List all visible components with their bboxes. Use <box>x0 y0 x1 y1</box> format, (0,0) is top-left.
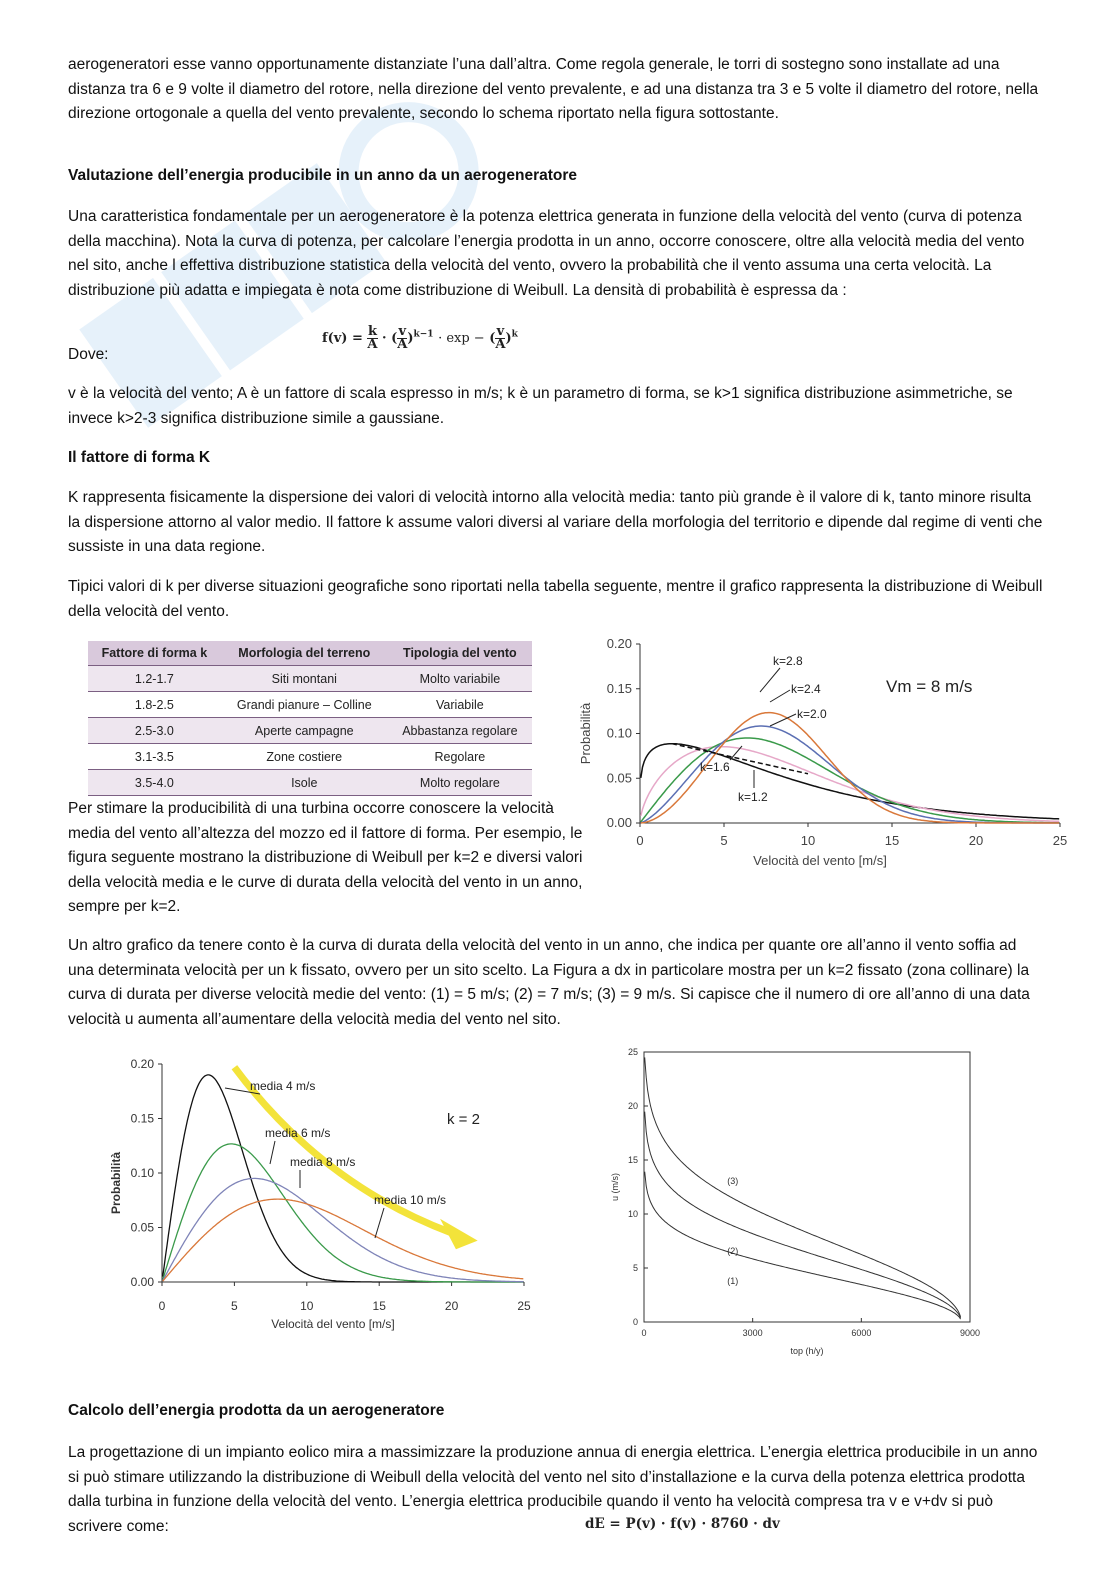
label-dove: Dove: <box>68 346 109 363</box>
duration-curve-1 <box>645 1172 961 1319</box>
y-tick-label: 25 <box>627 1047 638 1057</box>
y-tick-label: 0.00 <box>606 815 632 830</box>
x-tick-label: 5 <box>231 1299 238 1313</box>
label-k20: k=2.0 <box>797 707 827 721</box>
y-tick-label: 0.10 <box>130 1166 154 1180</box>
paragraph-producibilita: Per stimare la producibilità di una turbina occorre conoscere la velocità media del vento all’altezza del mozzo ed il fattore di forma. Per esempio, le figura seguente mostrano la distribuzione di Weibull per k=2 e diversi valori della velocità media e le curve di durata della velocità del vento in un anno, sempre per k=2. <box>68 800 583 916</box>
table-cell: 2.5-3.0 <box>88 718 221 744</box>
series-label: media 4 m/s <box>250 1079 316 1093</box>
k-table <box>88 641 532 796</box>
table-cell: Isole <box>221 770 388 796</box>
table-cell: Abbastanza regolare <box>388 718 532 744</box>
series-label: media 8 m/s <box>290 1155 356 1169</box>
table-row <box>88 744 532 770</box>
x-tick-label: 0 <box>641 1328 647 1338</box>
series-label-arrow <box>270 1141 275 1164</box>
weibull-k-chart <box>570 630 1080 880</box>
curve-label-1: (1) <box>727 1276 739 1287</box>
series-line-k24 <box>641 726 1059 823</box>
y-tick-label: 10 <box>627 1209 638 1219</box>
heading-energia-annua: Valutazione dell’energia producibile in un anno da un aerogeneratore <box>68 167 578 184</box>
y-tick-label: 0.05 <box>606 770 632 786</box>
x-tick-label: 10 <box>800 833 816 848</box>
table-row <box>88 692 532 718</box>
weibull-formula: f(v) = $\frac{k}{A}$ · ( $\frac{v}{A}$ )$^{k-1}$ · exp − ( $\frac{v}{A}$ )$^k$ <box>322 324 518 352</box>
series-label: media 6 m/s <box>265 1126 331 1140</box>
label-k16: k=1.6 <box>700 760 730 774</box>
vm-label: Vm = 8 m/s <box>886 677 973 696</box>
y-axis-label: Probabilità <box>109 1151 123 1215</box>
y-tick-label: 0.00 <box>130 1275 154 1289</box>
paragraph-valori-k: Tipici valori di k per diverse situazioni geografiche sono riportati nella tabella seguente, mentre il grafico rappresenta la distribuzione di Weibull della velocità del vento. <box>68 578 1043 620</box>
x-tick-label: 20 <box>968 833 984 848</box>
table-cell: Grandi pianure – Colline <box>221 692 388 718</box>
table-cell: 3.1-3.5 <box>88 744 221 770</box>
duration-curve-chart <box>600 1042 1000 1362</box>
paragraph-curva-potenza: Una caratteristica fondamentale per un aerogeneratore è la potenza elettrica generata in funzione della velocità del vento (curva di potenza della macchina). Nota la curva di potenza, per calcolare l’energia prodotta in un anno, occorre conoscere, oltre alla velocità media del vento nel sito, anche l effettiva distribuzione statistica della velocità del vento, ovvero la probabilità che il vento assuma una certa velocità. La distribuzione più adatta e impiegata è nota come distribuzione di Weibull. La densità di probabilità è espressa da : <box>68 208 1025 299</box>
paragraph-progettazione: La progettazione di un impianto eolico mira a massimizzare la produzione annua di energia elettrica. L’energia elettrica producibile in un anno si può stimare utilizzando la distribuzione di Weibull della velocità del vento nel sito d’installazione e la curva della potenza elettrica prodotta dalla turbina in funzione della velocità del vento. L’energia elettrica producibile quando il vento ha velocità compresa tra v e v+dv si può scrivere come: <box>68 1444 1038 1535</box>
table-header: Fattore di forma k <box>88 641 221 666</box>
y-tick-label: 0.15 <box>606 680 632 696</box>
paragraph-intro: aerogeneratori esse vanno opportunamente distanziate l’una dall’altra. Come regola generale, le torri di sostegno sono installate ad una distanza tra 6 e 9 volte il diametro del rotore, nella direzione del vento prevalente, e ad una distanza tra 3 e 5 volte il diametro del rotore, nella direzione ortogonale a quella del vento prevalente, secondo lo schema riportato nella figura sottostante. <box>68 56 1039 123</box>
y-tick-label: 20 <box>627 1101 638 1111</box>
label-k12: k=1.2 <box>738 790 768 804</box>
paragraph-variabili: v è la velocità del vento; A è un fattore di scala espresso in m/s; k è un parametro di forma, se k>1 significa distribuzione asimmetriche, se invece k>2-3 significa distribuzione simile a gaussiane. <box>68 385 1013 427</box>
label-k24: k=2.4 <box>791 682 821 696</box>
series-label-arrow <box>375 1208 384 1238</box>
table-row <box>88 770 532 796</box>
duration-curve-3 <box>645 1057 961 1316</box>
x-tick-label: 10 <box>300 1299 314 1313</box>
x-tick-label: 3000 <box>742 1328 763 1338</box>
y-tick-label: 0.05 <box>130 1220 154 1235</box>
heading-calcolo-energia: Calcolo dell’energia prodotta da un aerogeneratore <box>68 1402 445 1419</box>
table-header: Tipologia del vento <box>388 641 532 666</box>
table-cell: Aperte campagne <box>221 718 388 744</box>
table-cell: Siti montani <box>221 666 388 692</box>
series-label: media 10 m/s <box>374 1193 447 1207</box>
x-axis-label: top (h/y) <box>790 1346 824 1356</box>
table-row <box>88 718 532 744</box>
y-axis-label: u (m/s) <box>610 1173 620 1201</box>
series-line-mean-8 <box>163 1178 524 1281</box>
x-tick-label: 20 <box>444 1299 459 1313</box>
arrow-k24 <box>770 690 790 702</box>
table-cell: 1.2-1.7 <box>88 666 221 692</box>
x-tick-label: 25 <box>517 1299 531 1313</box>
x-tick-label: 5 <box>720 833 728 848</box>
duration-curve-2 <box>645 1112 961 1318</box>
heading-fattore-forma: Il fattore di forma K <box>68 449 211 466</box>
energy-formula: dE = P(v) · f(v) · 8760 · dv <box>585 1516 780 1532</box>
x-tick-label: 15 <box>372 1299 386 1313</box>
table-cell: 3.5-4.0 <box>88 770 221 796</box>
x-tick-label: 25 <box>1052 833 1068 848</box>
label-k28: k=2.8 <box>773 654 803 668</box>
table-header: Morfologia del terreno <box>221 641 388 666</box>
curve-label-2: (2) <box>727 1245 739 1256</box>
table-cell: Variabile <box>388 692 532 718</box>
paragraph-curva-durata: Un altro grafico da tenere conto è la curva di durata della velocità del vento in un anno, che indica per quante ore all’anno il vento soffia ad una determinata velocità per un k fissato, ovvero per un sito scelto. La Figura a dx in particolare mostra per un k=2 fissato (zona collinare) la curva di durata per diverse velocità medie del vento: (1) = 5 m/s; (2) = 7 m/s; (3) = 9 m/s. Si capisce che il numero di ore all’anno di una data velocità u aumenta all’aumentare della velocità media del vento nel sito. <box>68 937 1030 1028</box>
table-cell: Zone costiere <box>221 744 388 770</box>
table-cell: Molto regolare <box>388 770 532 796</box>
curve-label-3: (3) <box>727 1175 739 1186</box>
x-tick-label: 0 <box>158 1299 166 1313</box>
y-tick-label: 0.20 <box>130 1057 154 1071</box>
y-axis-label: Probabilità <box>578 702 593 765</box>
table-cell: Molto variabile <box>388 666 532 692</box>
k-label: k = 2 <box>447 1111 480 1128</box>
table-cell: 1.8-2.5 <box>88 692 221 718</box>
x-tick-label: 15 <box>884 833 900 848</box>
table-cell: Regolare <box>388 744 532 770</box>
series-line-k16 <box>641 747 1059 822</box>
x-tick-label: 9000 <box>959 1328 981 1338</box>
paragraph-dispersione: K rappresenta fisicamente la dispersione dei valori di velocità intorno alla velocità media: tanto più grande è il valore di k, tanto minore risulta la dispersione attorno al valor medio. Il fattore k assume valori diversi al variare della morfologia del territorio e dipende dal regime di venti che sussiste in una data regione. <box>68 489 1043 556</box>
x-axis-label: Velocità del vento [m/s] <box>271 1317 395 1331</box>
table-row <box>88 666 532 692</box>
y-tick-label: 0 <box>632 1317 638 1327</box>
y-tick-label: 15 <box>627 1155 638 1165</box>
y-tick-label: 0.10 <box>606 725 632 741</box>
y-tick-label: 5 <box>632 1263 638 1273</box>
y-tick-label: 0.15 <box>130 1111 154 1126</box>
y-tick-label: 0.20 <box>606 636 632 651</box>
x-tick-label: 6000 <box>851 1328 872 1338</box>
arrow-k28 <box>760 668 780 692</box>
weibull-mean-chart <box>100 1042 550 1342</box>
x-axis-label: Velocità del vento [m/s] <box>753 853 887 868</box>
x-tick-label: 0 <box>636 833 644 848</box>
